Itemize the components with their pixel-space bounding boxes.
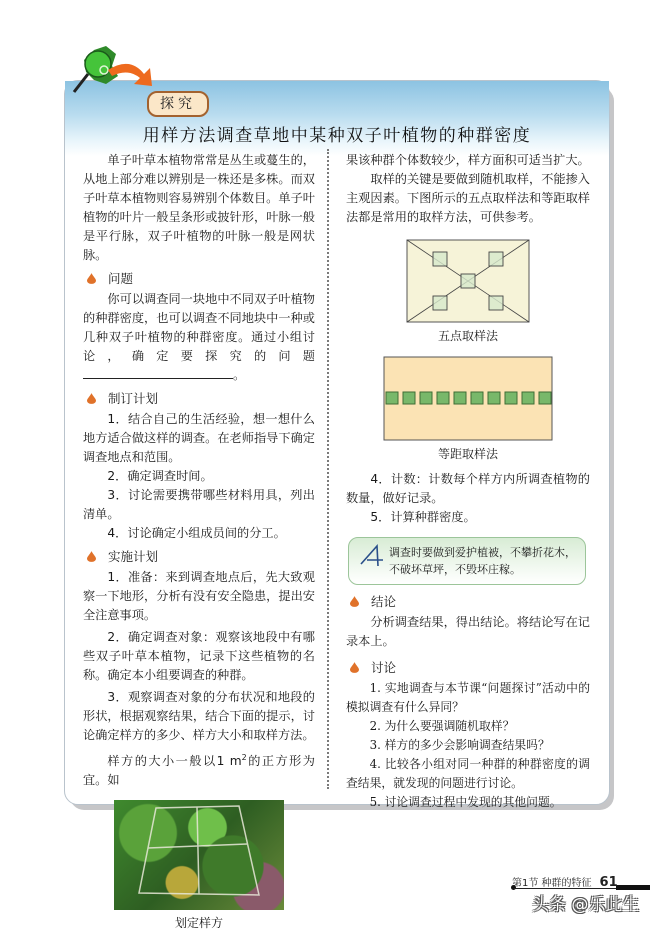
heading-label: 结论 xyxy=(371,593,397,609)
question-paragraph xyxy=(83,290,315,385)
left-column xyxy=(83,151,315,933)
section-label: 第1节 种群的特征 xyxy=(512,878,592,889)
safety-tip-box xyxy=(348,537,586,585)
equidistant-figure xyxy=(383,356,553,441)
drop-bullet-icon xyxy=(87,551,96,562)
figure1-caption: 五点取样法 xyxy=(437,329,498,343)
right-column xyxy=(346,151,590,812)
count-step: 4．计数：计数每个样方内所调查植物的数量，做好记录。 xyxy=(346,472,590,505)
plan-step: 4．讨论确定小组成员间的分工。 xyxy=(107,526,286,540)
discussion-item: 5. 讨论调查过程中发现的其他问题。 xyxy=(369,795,562,809)
page-footer xyxy=(512,874,618,890)
sampling-paragraph: 取样的关键是要做到随机取样，不能掺入主观因素。下图所示的五点取样法和等距取样法都是常用的取样方法，可供参考。 xyxy=(346,172,590,224)
drop-bullet-icon xyxy=(350,662,359,673)
drop-bullet-icon xyxy=(350,596,359,607)
section-heading-implement xyxy=(87,546,315,566)
quadrat-grid-lines xyxy=(114,800,284,910)
section-heading-conclusion xyxy=(350,591,590,611)
drop-bullet-icon xyxy=(87,273,96,284)
continued-paragraph: 果该种群个体数较少，样方面积可适当扩大。 xyxy=(346,153,590,167)
explore-badge: 探究 xyxy=(147,91,209,117)
conclusion-text: 分析调查结果，得出结论。将结论写在记录本上。 xyxy=(346,615,590,648)
discussion-item: 4. 比较各小组对同一种群的种群密度的调查结果，就发现的问题进行讨论。 xyxy=(346,757,590,790)
heading-label: 实施计划 xyxy=(108,548,159,564)
intro-paragraph: 单子叶草本植物常常是丛生或蔓生的，从地上部分难以辨别是一株还是多株。而双子叶草本植物则容易辨别个体数目。单子叶植物的叶片一般呈条形或披针形，叶脉一般是平行脉，双子叶植物的叶脉一般是网状脉。 xyxy=(83,153,315,262)
figure2-caption: 等距取样法 xyxy=(437,447,498,461)
section-heading-plan xyxy=(87,388,315,408)
implement-step: 3．观察调查对象的分布状况和地段的形状，根据观察结果，结合下面的提示，讨论确定样方的多少、样方大小和取样方法。 xyxy=(83,690,315,742)
question-text: 你可以调查同一块地中不同双子叶植物的种群密度，也可以调查不同地块中一种或几种双子叶植物的种群密度。通过小组讨论，确定要探究的问题 xyxy=(83,292,315,363)
section-heading-question xyxy=(87,268,315,288)
column-divider xyxy=(327,149,329,789)
watermark: 头条 @乐此生 xyxy=(532,895,640,915)
heading-label: 问题 xyxy=(108,270,134,286)
plan-step: 3．讨论需要携带哪些材料用具，列出清单。 xyxy=(83,488,315,521)
five-point-figure xyxy=(406,239,530,323)
size-text: 的正方形为宜。如 xyxy=(83,754,315,788)
blank-end: 。 xyxy=(233,368,246,382)
drop-bullet-icon xyxy=(87,393,96,404)
five-point-diagram xyxy=(406,239,530,323)
magnifier-leaf-icon xyxy=(72,46,172,106)
plan-step: 2．确定调查时间。 xyxy=(107,469,213,483)
discussion-item: 3. 样方的多少会影响调查结果吗？ xyxy=(369,738,550,752)
equidistant-diagram xyxy=(383,356,553,441)
activity-title: 用样方法调查草地中某种双子叶植物的种群密度 xyxy=(142,126,532,146)
discussion-item: 1. 实地调查与本节课“问题探讨”活动中的模拟调查有什么异同？ xyxy=(346,681,590,714)
density-step: 5．计算种群密度。 xyxy=(370,510,476,524)
note-quill-icon xyxy=(357,542,387,572)
implement-step: 2．确定调查对象：观察该地段中有哪些双子叶草本植物，记录下这些植物的名称。确定本小组要调查的种群。 xyxy=(83,630,315,682)
quadrat-size-text xyxy=(83,748,315,790)
plan-step: 1．结合自己的生活经验，想一想什么地方适合做这样的调查。在老师指导下确定调查地点和范围。 xyxy=(83,412,315,464)
superscript: 2 xyxy=(241,753,247,762)
section-heading-discussion xyxy=(350,657,590,677)
heading-label: 制订计划 xyxy=(108,390,159,406)
size-text: 样方的大小一般以1 m xyxy=(107,754,242,769)
quadrat-photo xyxy=(114,800,284,910)
photo-caption: 划定样方 xyxy=(174,916,223,931)
implement-step: 1．准备：来到调查地点后，先大致观察一下地形，分析有没有安全隐患，提出安全注意事项。 xyxy=(83,570,315,622)
page-number: 61 xyxy=(599,875,618,890)
discussion-item: 2. 为什么要强调随机取样？ xyxy=(369,719,515,733)
tip-text: 调查时要做到爱护植被，不攀折花木，不破坏草坪，不毁坏庄稼。 xyxy=(389,546,576,576)
heading-label: 讨论 xyxy=(371,659,397,675)
answer-blank xyxy=(83,366,233,379)
